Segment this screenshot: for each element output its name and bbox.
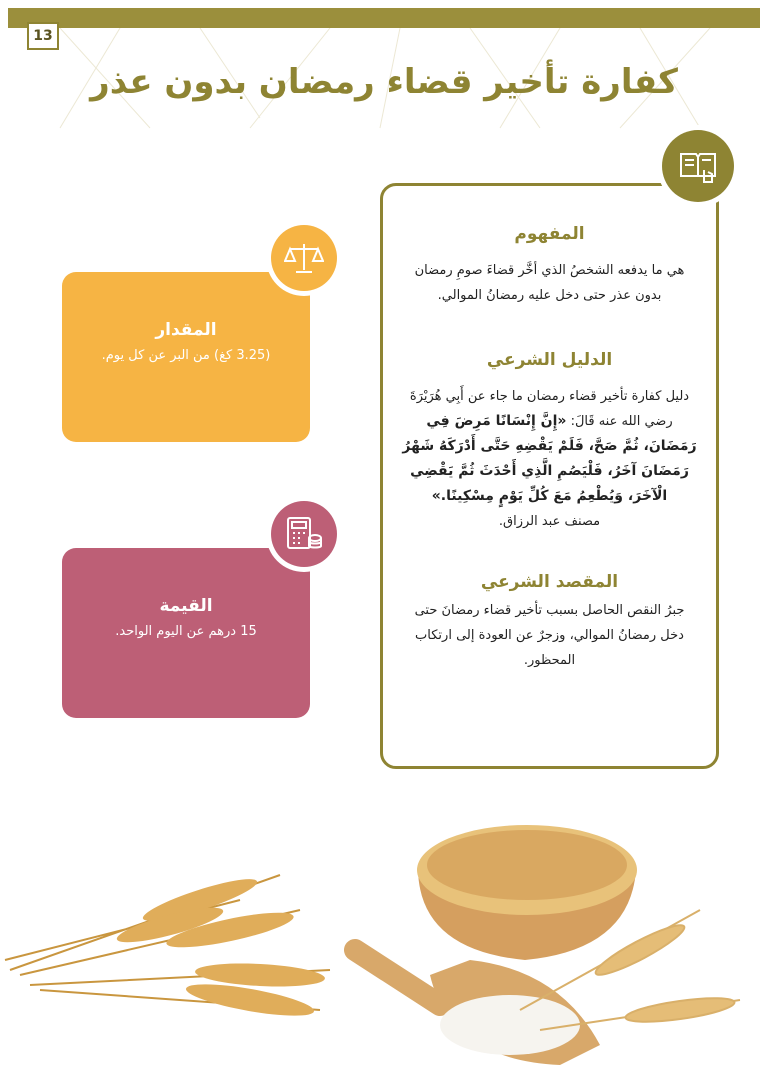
hadith-source: مصنف عبد الرزاق. — [498, 514, 601, 529]
value-title: القيمة — [159, 596, 213, 616]
main-info-card — [380, 183, 719, 769]
calculator-icon — [266, 496, 342, 572]
concept-section — [401, 224, 698, 308]
wheat-stalks — [5, 872, 330, 1022]
top-bar — [8, 8, 760, 28]
value-card — [62, 548, 310, 718]
concept-text: هي ما يدفعه الشخصُ الذي أخَّر قضاءَ صومِ رمضان بدون عذر حتى دخل عليه رمضانُ الموالي. — [414, 263, 685, 303]
purpose-title: المقصد الشرعي — [480, 572, 619, 592]
evidence-intro: دليل كفارة تأخير قضاء رمضان ما جاء عن أَبِي هُرَيْرَةَ رضي الله عنه قَالَ: — [409, 389, 690, 429]
evidence-section — [401, 350, 698, 534]
hadith-text: «إِنَّ إِنْسَانًا مَرِضَ فِي رَمَضَانَ، ثُمَّ صَحَّ، فَلَمْ يَقْضِهِ حَتَّى أَدْرَكَهُ شَهْرُ رَمَضَانَ آخَرُ، فَلْيَصُمِ الَّذِي أَحْدَثَ ثُمَّ يَقْضِي الْآخَرَ، وَيُطْعِمُ مَعَ كُلِّ يَوْمٍ مِسْكِينًا.» — [402, 413, 697, 504]
purpose-section — [401, 572, 698, 673]
concept-title: المفهوم — [514, 224, 585, 244]
wheat-bowl — [417, 825, 637, 960]
scale-icon — [266, 220, 342, 296]
amount-card — [62, 272, 310, 442]
value-text: 15 درهم عن اليوم الواحد. — [115, 624, 257, 639]
page-number: 13 — [27, 22, 59, 50]
amount-text: (3.25 كغ) من البر عن كل يوم. — [101, 348, 271, 363]
purpose-text: جبرُ النقص الحاصل بسبب تأخير قضاء رمضانَ حتى دخل رمضانُ الموالي، وزجرٌ عن العودة إلى ارتكاب المحظور. — [414, 603, 685, 668]
page-title: كفارة تأخير قضاء رمضان بدون عذر — [90, 62, 678, 102]
wheat-photo — [0, 800, 768, 1076]
flour-scoop — [355, 950, 600, 1065]
book-hand-icon — [657, 125, 739, 207]
amount-title: المقدار — [155, 320, 217, 340]
evidence-title: الدليل الشرعي — [486, 350, 613, 370]
